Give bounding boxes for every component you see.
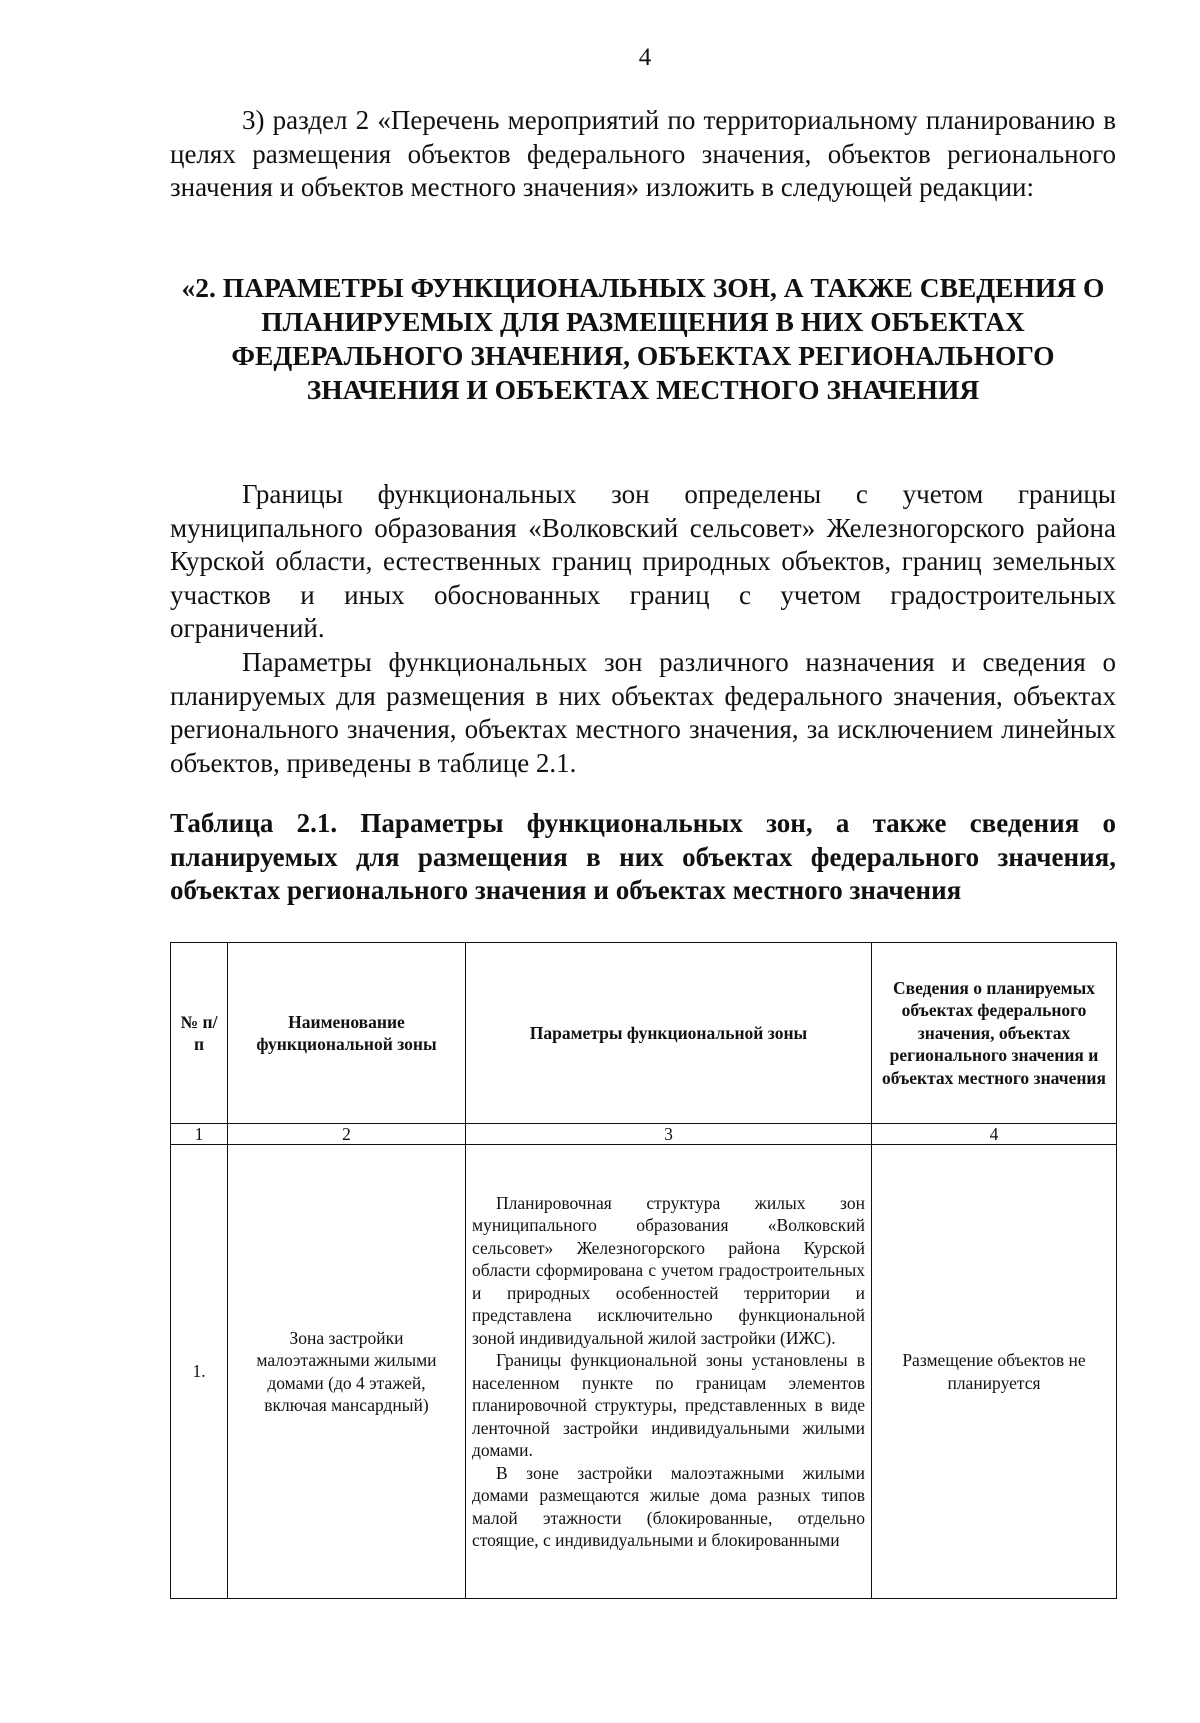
table-caption: Таблица 2.1. Параметры функциональных зон, а также сведения о планируемых для размещения в них объектах федерального значения, объектах регионального значения и объектах местного значения xyxy=(170,808,1116,905)
column-number: 4 xyxy=(872,1124,1117,1145)
column-number-row xyxy=(171,1124,1117,1145)
zone-parameters-text: Планировочная структура жилых зон муниципального образования «Волковский сельсовет» Железногорского района Курской области сформирована с учетом градостроительных и природных особенностей территории и представлена исключительно функциональной зоной индивидуальной жилой застройки (ИЖС). xyxy=(472,1192,865,1348)
zone-boundaries-paragraph: Границы функциональных зон определены с учетом границы муниципального образования «Волковский сельсовет» Железногорского района Курской области, естественных границ природных объектов, границ земельных участков и иных обоснованных границ с учетом градостроительных ограничений. xyxy=(170,479,1116,643)
column-number: 1 xyxy=(171,1124,228,1145)
table-row xyxy=(171,1145,1117,1599)
functional-zones-table xyxy=(170,942,1117,1599)
intro-paragraph: 3) раздел 2 «Перечень мероприятий по территориальному планированию в целях размещения объектов федерального значения, объектов регионального значения и объектов местного значения» изложить в следующей редакции: xyxy=(170,105,1116,202)
row-number: 1. xyxy=(171,1145,228,1599)
header-number: № п/п xyxy=(171,943,228,1124)
zone-parameters xyxy=(466,1145,872,1599)
header-zone-name: Наименование функциональной зоны xyxy=(228,943,466,1124)
planned-objects-info: Размещение объектов не планируется xyxy=(872,1145,1117,1599)
header-planned-objects: Сведения о планируемых объектах федерального значения, объектах регионального значения и объектах местного значения xyxy=(872,943,1117,1124)
zone-parameters-text: В зоне застройки малоэтажными жилыми домами размещаются жилые дома разных типов малой этажности (блокированные, отдельно стоящие, с индивидуальными и блокированными xyxy=(472,1462,865,1550)
column-number: 3 xyxy=(466,1124,872,1145)
zone-name: Зона застройки малоэтажными жилыми домами (до 4 этажей, включая мансардный) xyxy=(228,1145,466,1599)
zone-parameters-paragraph: Параметры функциональных зон различного назначения и сведения о планируемых для размещения в них объектах федерального значения, объектах регионального значения, объектах местного значения, за исключением линейных объектов, приведены в таблице 2.1. xyxy=(170,647,1116,778)
zone-parameters-text: Границы функциональной зоны установлены в населенном пункте по границам элементов планировочной структуры, представленных в виде ленточной застройки индивидуальными жилыми домами. xyxy=(472,1350,865,1460)
table-header-row xyxy=(171,943,1117,1124)
section-heading: «2. ПАРАМЕТРЫ ФУНКЦИОНАЛЬНЫХ ЗОН, А ТАКЖЕ СВЕДЕНИЯ О ПЛАНИРУЕМЫХ ДЛЯ РАЗМЕЩЕНИЯ В НИХ ОБЪЕКТАХ ФЕДЕРАЛЬНОГО ЗНАЧЕНИЯ, ОБЪЕКТАХ РЕГИОНАЛЬНОГО ЗНАЧЕНИЯ И ОБЪЕКТАХ МЕСТНОГО ЗНАЧЕНИЯ xyxy=(181,272,1105,405)
column-number: 2 xyxy=(228,1124,466,1145)
header-zone-parameters: Параметры функциональной зоны xyxy=(466,943,872,1124)
page-number: 4 xyxy=(638,44,652,71)
